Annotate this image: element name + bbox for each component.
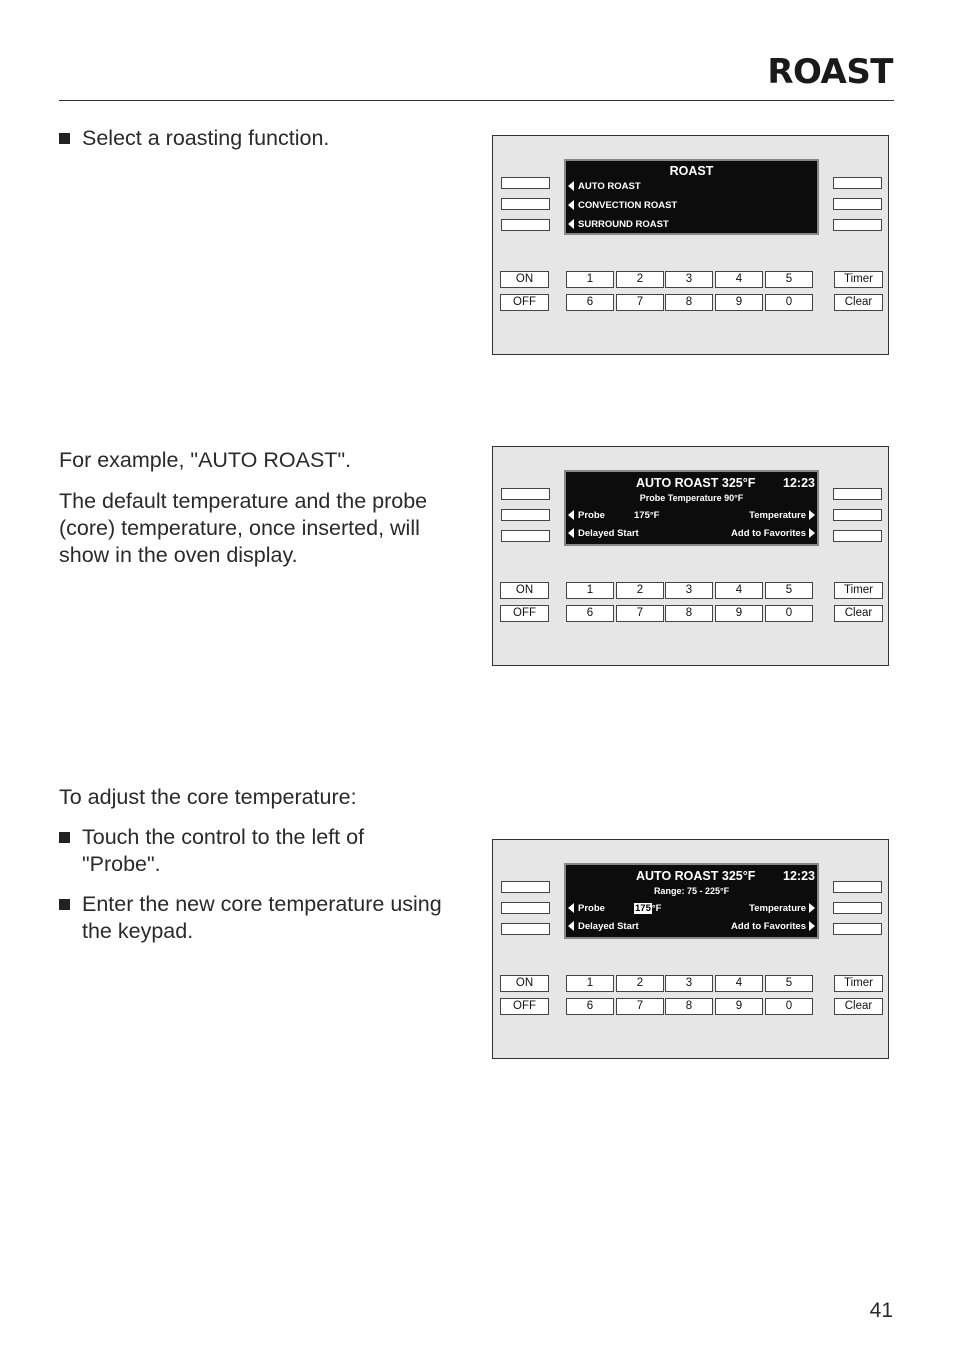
- off-button[interactable]: OFF: [500, 605, 549, 622]
- oven-display: [564, 159, 819, 235]
- sensor-right-1[interactable]: [833, 177, 882, 189]
- clock: 12:23: [783, 869, 815, 883]
- probe-temperature-readout: Probe Temperature 90°F: [639, 493, 744, 503]
- key-0[interactable]: 0: [765, 294, 813, 311]
- sensor-right-2[interactable]: [833, 902, 882, 914]
- sensor-left-2[interactable]: [501, 509, 550, 521]
- key-2[interactable]: 2: [616, 271, 664, 288]
- timer-button[interactable]: Timer: [834, 975, 883, 992]
- arrow-right-icon: [809, 903, 815, 913]
- sensor-left-3[interactable]: [501, 530, 550, 542]
- probe-value-highlight: 175: [635, 903, 651, 914]
- sensor-right-2[interactable]: [833, 509, 882, 521]
- timer-button[interactable]: Timer: [834, 271, 883, 288]
- key-3[interactable]: 3: [665, 975, 713, 992]
- sensor-right-3[interactable]: [833, 923, 882, 935]
- bullet-square-icon: [59, 899, 70, 910]
- key-3[interactable]: 3: [665, 271, 713, 288]
- probe-value: 175°F: [634, 510, 660, 521]
- instruction-select-function: [59, 125, 469, 152]
- instruction-text: "Probe".: [82, 852, 161, 876]
- sensor-left-1[interactable]: [501, 488, 550, 500]
- key-3[interactable]: 3: [665, 582, 713, 599]
- add-to-favorites-option[interactable]: Add to Favorites: [731, 921, 815, 932]
- sensor-left-3[interactable]: [501, 219, 550, 231]
- off-button[interactable]: OFF: [500, 294, 549, 311]
- sensor-left-2[interactable]: [501, 902, 550, 914]
- sensor-left-2[interactable]: [501, 198, 550, 210]
- clear-button[interactable]: Clear: [834, 998, 883, 1015]
- key-5[interactable]: 5: [765, 582, 813, 599]
- off-button[interactable]: OFF: [500, 998, 549, 1015]
- arrow-left-icon: [568, 903, 574, 913]
- key-2[interactable]: 2: [616, 975, 664, 992]
- instruction-enter-temperature: [59, 891, 469, 945]
- temperature-range: Range: 75 - 225°F: [653, 886, 730, 896]
- on-button[interactable]: ON: [500, 582, 549, 599]
- on-button[interactable]: ON: [500, 975, 549, 992]
- adjust-intro: To adjust the core temperature:: [59, 785, 357, 809]
- add-to-favorites-option[interactable]: Add to Favorites: [731, 528, 815, 539]
- bullet-square-icon: [59, 133, 70, 144]
- instruction-text: the keypad.: [82, 919, 194, 943]
- instruction-touch-probe: [59, 824, 469, 878]
- arrow-left-icon: [568, 181, 574, 191]
- key-4[interactable]: 4: [715, 582, 763, 599]
- sensor-right-2[interactable]: [833, 198, 882, 210]
- arrow-left-icon: [568, 219, 574, 229]
- description-line-3: show in the oven display.: [59, 543, 298, 567]
- sensor-right-3[interactable]: [833, 530, 882, 542]
- key-1[interactable]: 1: [566, 271, 614, 288]
- key-1[interactable]: 1: [566, 582, 614, 599]
- key-8[interactable]: 8: [665, 605, 713, 622]
- menu-item-auto-roast[interactable]: AUTO ROAST: [568, 181, 641, 192]
- instruction-text: Select a roasting function.: [82, 126, 330, 150]
- key-7[interactable]: 7: [616, 998, 664, 1015]
- instruction-text: Enter the new core temperature using: [82, 892, 442, 916]
- clear-button[interactable]: Clear: [834, 294, 883, 311]
- display-title: ROAST: [669, 164, 714, 178]
- key-6[interactable]: 6: [566, 998, 614, 1015]
- key-4[interactable]: 4: [715, 271, 763, 288]
- key-7[interactable]: 7: [616, 605, 664, 622]
- example-text: For example, "AUTO ROAST".: [59, 448, 352, 472]
- key-5[interactable]: 5: [765, 975, 813, 992]
- temperature-option[interactable]: Temperature: [749, 510, 815, 521]
- sensor-left-1[interactable]: [501, 881, 550, 893]
- on-button[interactable]: ON: [500, 271, 549, 288]
- arrow-right-icon: [809, 921, 815, 931]
- sensor-right-3[interactable]: [833, 219, 882, 231]
- header-rule: [59, 100, 894, 101]
- page-title: ROAST: [767, 52, 893, 92]
- instruction-text: Touch the control to the left of: [82, 825, 365, 849]
- sensor-left-3[interactable]: [501, 923, 550, 935]
- key-8[interactable]: 8: [665, 294, 713, 311]
- clock: 12:23: [783, 476, 815, 490]
- bullet-square-icon: [59, 832, 70, 843]
- arrow-left-icon: [568, 510, 574, 520]
- program-title: AUTO ROAST 325°F: [636, 476, 756, 490]
- key-7[interactable]: 7: [616, 294, 664, 311]
- sensor-right-1[interactable]: [833, 488, 882, 500]
- timer-button[interactable]: Timer: [834, 582, 883, 599]
- arrow-right-icon: [809, 528, 815, 538]
- clear-button[interactable]: Clear: [834, 605, 883, 622]
- oven-control-panel-3: [492, 839, 889, 1059]
- description-line-2: (core) temperature, once inserted, will: [59, 516, 420, 540]
- key-1[interactable]: 1: [566, 975, 614, 992]
- key-9[interactable]: 9: [715, 605, 763, 622]
- oven-control-panel-2: [492, 446, 889, 666]
- key-0[interactable]: 0: [765, 605, 813, 622]
- program-title: AUTO ROAST 325°F: [636, 869, 756, 883]
- key-9[interactable]: 9: [715, 998, 763, 1015]
- key-2[interactable]: 2: [616, 582, 664, 599]
- probe-option[interactable]: Probe: [568, 510, 605, 521]
- probe-value-editing[interactable]: 175°F: [635, 903, 662, 914]
- arrow-left-icon: [568, 528, 574, 538]
- page-number: 41: [869, 1299, 893, 1322]
- key-6[interactable]: 6: [566, 605, 614, 622]
- delayed-start-option[interactable]: Delayed Start: [568, 528, 639, 539]
- menu-item-surround-roast[interactable]: SURROUND ROAST: [568, 219, 669, 230]
- delayed-start-option[interactable]: Delayed Start: [568, 921, 639, 932]
- temperature-option[interactable]: Temperature: [749, 903, 815, 914]
- oven-control-panel-1: [492, 135, 889, 355]
- key-0[interactable]: 0: [765, 998, 813, 1015]
- sensor-left-1[interactable]: [501, 177, 550, 189]
- oven-display: [564, 863, 819, 939]
- oven-display: [564, 470, 819, 546]
- key-4[interactable]: 4: [715, 975, 763, 992]
- arrow-right-icon: [809, 510, 815, 520]
- sensor-right-1[interactable]: [833, 881, 882, 893]
- menu-item-convection-roast[interactable]: CONVECTION ROAST: [568, 200, 677, 211]
- key-9[interactable]: 9: [715, 294, 763, 311]
- probe-option[interactable]: Probe: [568, 903, 605, 914]
- description-line-1: The default temperature and the probe: [59, 489, 428, 513]
- key-8[interactable]: 8: [665, 998, 713, 1015]
- arrow-left-icon: [568, 200, 574, 210]
- key-6[interactable]: 6: [566, 294, 614, 311]
- arrow-left-icon: [568, 921, 574, 931]
- key-5[interactable]: 5: [765, 271, 813, 288]
